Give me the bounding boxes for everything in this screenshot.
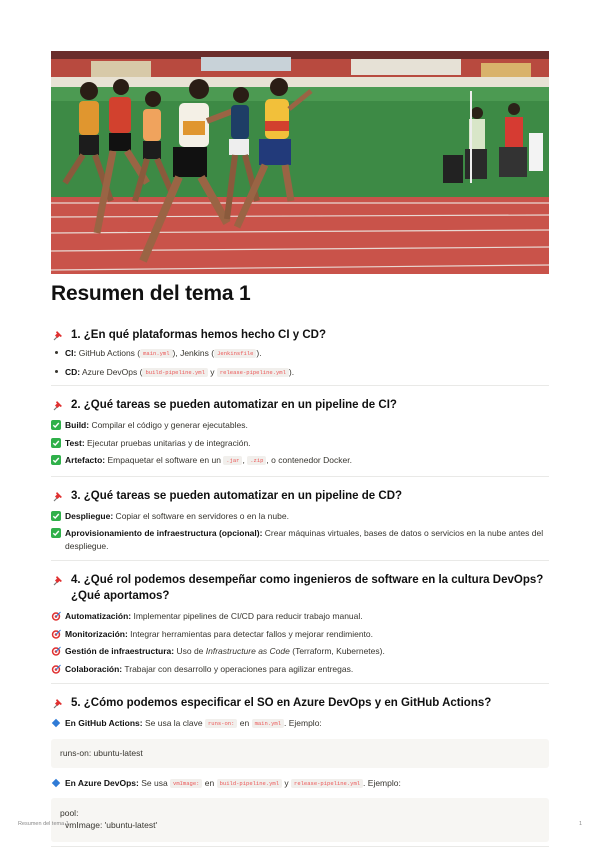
divider — [51, 476, 549, 477]
item-text: Se usa — [138, 777, 171, 788]
blue-diamond-icon — [51, 778, 61, 788]
item-text: y — [207, 367, 217, 377]
list-item — [51, 437, 549, 450]
item-text: Ejecutar pruebas unitarias y de integración. — [84, 437, 251, 448]
question-text: 3. ¿Qué tareas se pueden automatizar en un pipeline de CD? — [71, 489, 403, 502]
inline-code: runs-on: — [205, 719, 237, 728]
item-text: Uso de — [174, 646, 206, 656]
inline-code: build-pipeline.yml — [142, 368, 207, 377]
blue-diamond-icon — [51, 718, 61, 728]
section-1 — [51, 327, 549, 386]
dart-target-icon — [51, 611, 61, 621]
item-label: Automatización: — [65, 611, 132, 621]
item-label: Colaboración: — [65, 663, 123, 674]
inline-code: Jenkinsfile — [214, 349, 256, 358]
answer-list — [51, 347, 549, 379]
code-line: vmImage: 'ubuntu-latest' — [65, 820, 158, 830]
pushpin-icon — [51, 489, 65, 503]
item-label: Despliegue: — [65, 510, 114, 521]
pushpin-icon — [51, 328, 65, 342]
item-text: Compilar el código y generar ejecutables. — [89, 420, 248, 430]
item-text: . Ejemplo: — [363, 777, 401, 788]
list-item — [51, 510, 549, 523]
divider — [51, 560, 549, 561]
item-label: Monitorización: — [65, 628, 128, 639]
inline-code: release-pipeline.yml — [217, 368, 289, 377]
code-block — [51, 739, 549, 768]
page-title: Resumen del tema 1 — [51, 282, 251, 305]
inline-code: main.yml — [140, 349, 172, 358]
code-block — [51, 798, 549, 842]
list-item — [51, 663, 549, 676]
section-3 — [51, 488, 549, 562]
check-mark-icon — [51, 528, 61, 538]
item-text: (Terraform, Kubernetes). — [289, 646, 385, 656]
list-item — [51, 419, 549, 432]
item-text: y — [282, 777, 292, 788]
check-mark-icon — [51, 420, 61, 430]
check-mark-icon — [51, 438, 61, 448]
item-label: Test: — [65, 437, 85, 448]
question-heading — [51, 327, 549, 343]
item-text: Copiar el software en servidores o en la nube. — [113, 510, 289, 521]
page-footer — [18, 821, 582, 827]
dart-target-icon — [51, 629, 61, 639]
item-text: Integrar herramientas para detectar fallos y mejorar rendimiento. — [127, 628, 374, 639]
list-item — [51, 610, 549, 623]
list-item — [51, 717, 549, 731]
list-item — [51, 777, 549, 791]
list-item — [51, 454, 549, 468]
item-label: CD: — [65, 367, 81, 377]
item-label: Build: — [65, 420, 90, 430]
question-heading — [51, 695, 549, 711]
list-item — [51, 645, 549, 658]
inline-code: .jar — [223, 456, 242, 465]
question-heading — [51, 397, 549, 413]
list-item — [51, 347, 549, 360]
item-text: Implementar pipelines de CI/CD para reducir trabajo manual. — [131, 611, 363, 621]
item-text: Empaquetar el software en un — [105, 455, 224, 465]
code-line: pool: — [60, 808, 79, 818]
document-page — [51, 51, 549, 848]
inline-code: main.yml — [252, 719, 284, 728]
divider — [51, 683, 549, 684]
item-label: En Azure DevOps: — [65, 777, 139, 788]
divider — [51, 385, 549, 386]
item-text: . Ejemplo: — [283, 718, 322, 728]
item-text: Crear máquinas virtuales, bases de datos o servicios en la nube antes del despliegue. — [65, 528, 544, 551]
footer-title: Resumen del tema 1 — [18, 821, 69, 827]
stadium-photo — [51, 51, 549, 274]
item-text: , o contenedor Docker. — [266, 455, 352, 465]
question-heading — [51, 572, 549, 604]
pushpin-icon — [51, 696, 65, 710]
inline-code: build-pipeline.yml — [217, 779, 282, 788]
inline-code: .zip — [247, 456, 266, 465]
item-label: En GitHub Actions: — [65, 718, 143, 728]
inline-code: vmImage: — [170, 779, 202, 788]
section-4 — [51, 572, 549, 684]
check-mark-icon — [51, 455, 61, 465]
item-text: Azure DevOps ( — [80, 367, 143, 377]
item-label: Aprovisionamiento de infraestructura (opcional): — [65, 528, 263, 538]
question-text: 5. ¿Cómo podemos especificar el SO en Azure DevOps y en GitHub Actions? — [71, 697, 492, 709]
dart-target-icon — [51, 646, 61, 656]
cover-image — [51, 51, 549, 274]
pushpin-icon — [51, 398, 65, 412]
item-text: en — [202, 777, 217, 788]
list-item — [51, 527, 549, 552]
item-text: , — [242, 455, 248, 465]
question-text: 2. ¿Qué tareas se pueden automatizar en un pipeline de CI? — [71, 399, 397, 411]
item-text: Trabajar con desarrollo y operaciones para agilizar entregas. — [122, 663, 354, 674]
item-label: Gestión de infraestructura: — [65, 646, 175, 656]
item-label: Artefacto: — [65, 455, 106, 465]
question-text: 4. ¿Qué rol podemos desempeñar como ingenieros de software en la cultura DevOps? ¿Qué aportamos? — [71, 574, 544, 602]
item-text: ), Jenkins ( — [172, 348, 215, 358]
item-text: GitHub Actions ( — [76, 348, 141, 358]
section-2 — [51, 397, 549, 477]
check-mark-icon — [51, 511, 61, 521]
pushpin-icon — [51, 573, 65, 587]
item-label: CI: — [65, 348, 77, 358]
inline-code: release-pipeline.yml — [291, 779, 363, 788]
list-item — [51, 366, 549, 379]
divider — [51, 846, 549, 847]
item-emphasis: Infrastructure as Code — [205, 646, 290, 656]
list-item — [51, 628, 549, 641]
item-text: Se usa la clave — [142, 718, 205, 728]
question-text: 1. ¿En qué plataformas hemos hecho CI y CD? — [71, 329, 326, 341]
page-number: 1 — [578, 821, 582, 827]
item-text: en — [237, 718, 252, 728]
code-line: runs-on: ubuntu-latest — [60, 747, 143, 758]
item-text: ). — [288, 367, 295, 377]
dart-target-icon — [51, 664, 61, 674]
item-text: ). — [256, 348, 262, 358]
question-heading — [51, 488, 549, 504]
